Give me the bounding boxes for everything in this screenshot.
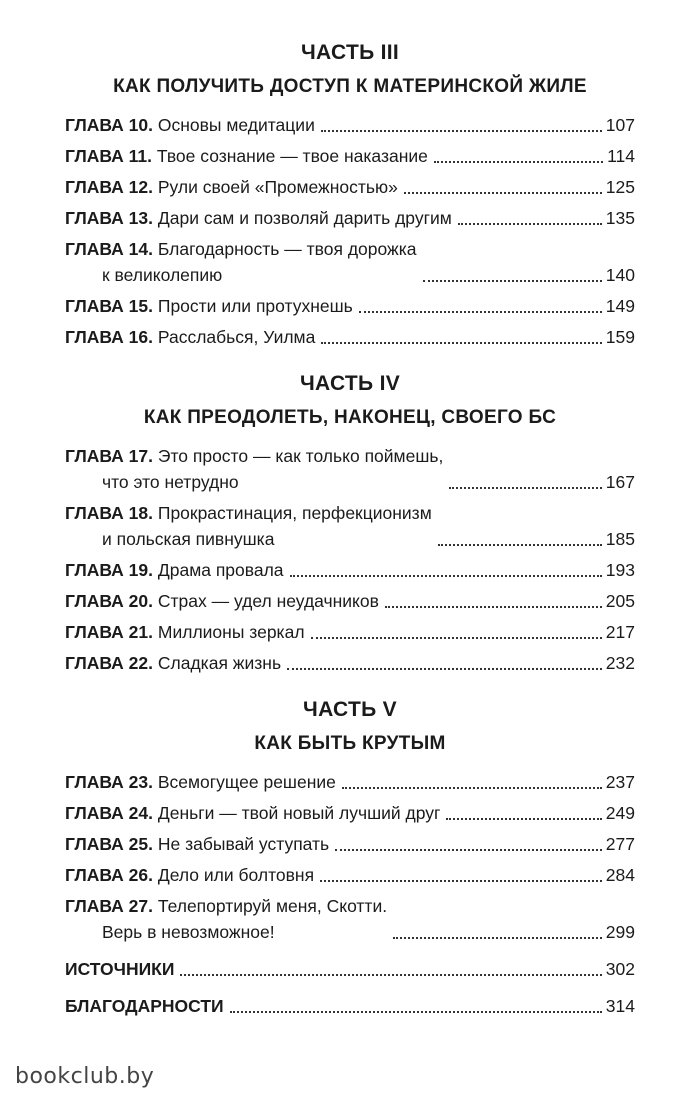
toc-entry-text (65, 205, 606, 231)
page-number: 249 (605, 803, 635, 823)
toc-entry (65, 800, 635, 826)
chapter-label: ГЛАВА 20. (65, 591, 153, 611)
page-number: 217 (605, 622, 635, 642)
dot-leader (449, 487, 601, 489)
chapter-title-line: Дари сам и позволяй дарить другим (157, 208, 452, 228)
dot-leader (438, 544, 602, 546)
toc-entry (65, 557, 635, 583)
toc-entry-text (65, 769, 606, 795)
toc-entry (65, 650, 635, 676)
chapter-title (65, 143, 428, 169)
page-number: 237 (605, 772, 635, 792)
chapter-title (65, 324, 315, 350)
toc-entry-text (65, 112, 606, 138)
toc-entry-text (65, 293, 606, 319)
dot-leader (446, 818, 601, 820)
chapter-label: ГЛАВА 13. (65, 208, 153, 228)
page-number: 299 (605, 922, 635, 942)
chapter-title (65, 619, 305, 645)
part-title: КАК ПОЛУЧИТЬ ДОСТУП К МАТЕРИНСКОЙ ЖИЛЕ (113, 76, 587, 97)
chapter-title (65, 831, 329, 857)
chapter-label: ГЛАВА 22. (65, 653, 153, 673)
chapter-label: ГЛАВА 10. (65, 115, 153, 135)
chapter-title-line: Миллионы зеркал (157, 622, 305, 642)
toc-entry-text (65, 800, 606, 826)
chapter-label: ГЛАВА 21. (65, 622, 153, 642)
chapter-title (65, 800, 440, 826)
dot-leader (385, 606, 602, 608)
page-number: 125 (605, 177, 635, 197)
toc-entry (65, 831, 635, 857)
toc-entry-text (65, 236, 606, 288)
toc-entry (65, 112, 635, 138)
toc-entry-text (65, 443, 606, 495)
back-matter-title (65, 993, 224, 1019)
chapter-title-line: Твое сознание — твое наказание (156, 146, 428, 166)
page-number: 205 (605, 591, 635, 611)
chapter-title-line: и польская пивнушка (102, 529, 275, 549)
dot-leader (393, 937, 602, 939)
chapter-title-line: Прости или протухнешь (157, 296, 353, 316)
dot-leader (290, 575, 602, 577)
chapter-title (65, 862, 314, 888)
chapter-label: ГЛАВА 25. (65, 834, 153, 854)
toc-entry (65, 205, 635, 231)
chapter-label: ГЛАВА 18. (65, 503, 153, 523)
watermark: bookclub.by (15, 1064, 155, 1089)
chapter-label: ГЛАВА 26. (65, 865, 153, 885)
chapter-label: ГЛАВА 16. (65, 327, 153, 347)
toc-entry (65, 619, 635, 645)
chapter-label: ГЛАВА 14. (65, 239, 153, 259)
dot-leader (434, 161, 603, 163)
page-number: 140 (605, 265, 635, 285)
chapter-title-line: Не забывай уступать (157, 834, 330, 854)
dot-leader (342, 787, 602, 789)
dot-leader (311, 637, 602, 639)
toc-entry (65, 143, 635, 169)
chapter-title-line: Страх — удел неудачников (157, 591, 379, 611)
chapter-label: ГЛАВА 27. (65, 896, 153, 916)
dot-leader (404, 192, 602, 194)
chapter-title-line: к великолепию (102, 265, 223, 285)
chapter-title-line: Верь в невозможное! (102, 922, 275, 942)
chapter-title (65, 174, 398, 200)
back-matter-label: ИСТОЧНИКИ (65, 959, 175, 979)
chapter-label: ГЛАВА 15. (65, 296, 153, 316)
table-of-contents (65, 40, 635, 1024)
toc-entry-text (65, 893, 606, 945)
back-matter-label: БЛАГОДАРНОСТИ (65, 996, 224, 1016)
page-number: 167 (605, 472, 635, 492)
toc-entry (65, 588, 635, 614)
toc-entry-text (65, 500, 606, 552)
part-spacer (65, 681, 635, 697)
chapter-title-line: Рули своей «Промежностью» (157, 177, 398, 197)
toc-entry (65, 174, 635, 200)
chapter-title-line: Телепортируй меня, Скотти. (157, 896, 388, 916)
page-number: 284 (605, 865, 635, 885)
dot-leader (359, 311, 602, 313)
dot-leader (458, 223, 602, 225)
chapter-title (65, 500, 432, 552)
page-number: 302 (605, 959, 635, 979)
toc-entry-text (65, 993, 606, 1019)
toc-entry-text (65, 588, 606, 614)
chapter-label: ГЛАВА 11. (65, 146, 153, 166)
page-number: 185 (605, 529, 635, 549)
dot-leader (320, 880, 602, 882)
toc-entry-text (65, 557, 606, 583)
chapter-title (65, 293, 353, 319)
chapter-title (65, 769, 336, 795)
page-number: 149 (605, 296, 635, 316)
chapter-title-line: Драма провала (157, 560, 284, 580)
toc-entry (65, 443, 635, 495)
chapter-title-line: Расслабься, Уилма (157, 327, 316, 347)
chapter-title (65, 650, 281, 676)
toc-entry-text (65, 324, 606, 350)
part-number: ЧАСТЬ III (301, 41, 399, 64)
chapter-title-line: Благодарность — твоя дорожка (157, 239, 417, 259)
chapter-title (65, 557, 284, 583)
toc-entry-text (65, 831, 606, 857)
chapter-label: ГЛАВА 24. (65, 803, 153, 823)
page-number: 193 (605, 560, 635, 580)
dot-leader (180, 974, 601, 976)
chapter-label: ГЛАВА 17. (65, 446, 153, 466)
toc-entry (65, 236, 635, 288)
chapter-title-line: Основы медитации (157, 115, 315, 135)
part-title: КАК БЫТЬ КРУТЫМ (254, 733, 446, 754)
part-number: ЧАСТЬ V (303, 698, 397, 721)
chapter-title-line: Это просто — как только поймешь, (157, 446, 444, 466)
toc-entry (65, 769, 635, 795)
chapter-title (65, 236, 417, 288)
toc-entry (65, 862, 635, 888)
chapter-title-line: Дело или болтовня (157, 865, 315, 885)
toc-entry-text (65, 143, 607, 169)
page-number: 114 (607, 146, 635, 166)
toc-entry (65, 993, 635, 1019)
page-number: 314 (605, 996, 635, 1016)
dot-leader (230, 1011, 602, 1013)
chapter-title-line: что это нетрудно (102, 472, 239, 492)
dot-leader (321, 130, 602, 132)
toc-entry-text (65, 956, 606, 982)
dot-leader (335, 849, 602, 851)
toc-entry (65, 293, 635, 319)
part-number: ЧАСТЬ IV (299, 372, 401, 395)
page-number: 135 (605, 208, 635, 228)
part-spacer (65, 355, 635, 371)
dot-leader (287, 668, 602, 670)
dot-leader (423, 280, 602, 282)
chapter-title (65, 588, 379, 614)
toc-entry (65, 500, 635, 552)
toc-entry-text (65, 862, 606, 888)
chapter-title (65, 893, 387, 945)
page-number: 232 (605, 653, 635, 673)
toc-entry (65, 956, 635, 982)
toc-entry (65, 324, 635, 350)
page-number: 159 (605, 327, 635, 347)
back-matter-title (65, 956, 174, 982)
page-number: 107 (605, 115, 635, 135)
toc-entry (65, 893, 635, 945)
chapter-label: ГЛАВА 19. (65, 560, 153, 580)
chapter-label: ГЛАВА 23. (65, 772, 153, 792)
dot-leader (321, 342, 601, 344)
chapter-title (65, 112, 315, 138)
chapter-title-line: Всемогущее решение (157, 772, 336, 792)
page-number: 277 (605, 834, 635, 854)
toc-entry-text (65, 174, 606, 200)
chapter-title-line: Сладкая жизнь (157, 653, 282, 673)
chapter-label: ГЛАВА 12. (65, 177, 153, 197)
toc-entry-text (65, 619, 606, 645)
chapter-title-line: Деньги — твой новый лучший друг (157, 803, 441, 823)
chapter-title (65, 205, 452, 231)
chapter-title-line: Прокрастинация, перфекционизм (157, 503, 432, 523)
toc-entry-text (65, 650, 606, 676)
part-title: КАК ПРЕОДОЛЕТЬ, НАКОНЕЦ, СВОЕГО БС (143, 407, 557, 428)
chapter-title (65, 443, 443, 495)
